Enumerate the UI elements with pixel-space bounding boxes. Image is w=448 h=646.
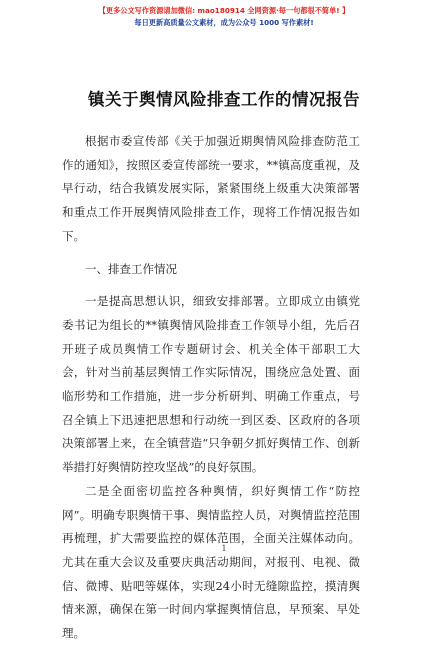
body-paragraph: 一是提高思想认识，细致安排部署。立即成立由镇党委书记为组长的**镇舆情风险排查工作领导小组，先后召开班子成员舆情工作专题研讨会、机关全体干部职工大会，针对当前基层舆情工作实际情况，围绕应急处置、面临形势和工作措施，进一步分析研判、明确工作重点，号召全镇上下迅速把思想和行动统一到区委、区政府的各项决策部署上来，在全镇营造“只争朝夕抓好舆情工作、创新举措打好舆情防控攻坚战”的良好氛围。 xyxy=(62,294,360,475)
document-body xyxy=(62,130,360,646)
promo-banner-line: 【更多公文写作资源请加微信: mao180914 全网资源·每一句都很不简单! 】 xyxy=(98,6,350,15)
document-title: 镇关于舆情风险排查工作的情况报告 xyxy=(88,90,360,109)
body-paragraph: 二是全面密切监控各种舆情，织好舆情工作“防控网”。明确专职舆情干事、舆情监控人员，对舆情监控范围再梳理，扩大需要监控的媒体范围，全面关注媒体动向。尤其在重大会议及重要庆典活动期间，对报刊、电视、微信、微博、贴吧等媒体，实现24小时无缝隙监控，摸清舆情来源，确保在第一时间内掌握舆情信息，早预案、早处理。 xyxy=(62,483,360,641)
page-number: 1 xyxy=(221,544,227,553)
section-heading: 一、排查工作情况 xyxy=(85,261,177,276)
intro-paragraph: 根据市委宣传部《关于加强近期舆情风险排查防范工作的通知》，按照区委宣传部统一要求，**镇高度重视，及早行动，结合我镇发展实际，紧紧围绕上级重大决策部署和重点工作开展舆情风险排查工作，现将工作情况报告如下。 xyxy=(62,134,360,243)
promo-banner-subline: 每日更新高质量公文素材，成为公众号 1000 写作素材! xyxy=(134,18,314,27)
